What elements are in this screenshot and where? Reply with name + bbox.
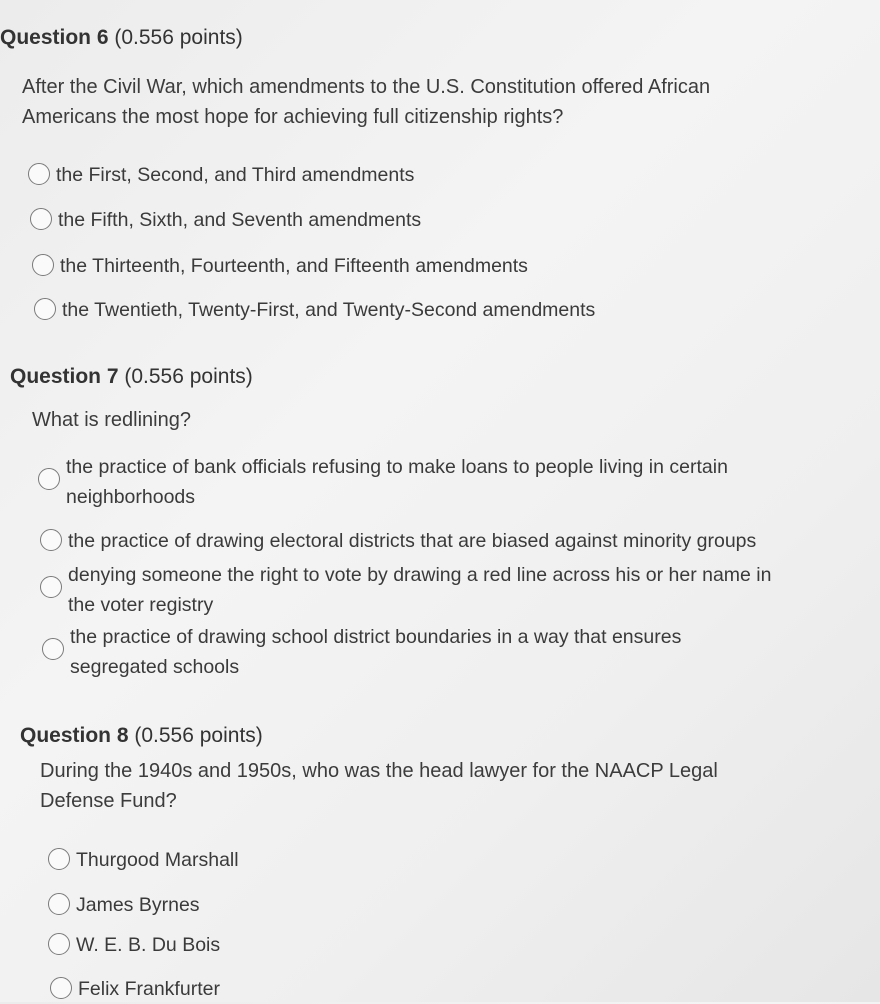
question-7-prompt: What is redlining? bbox=[32, 409, 191, 431]
option-label: the Fifth, Sixth, and Seventh amendments bbox=[58, 209, 422, 231]
option-label: James Byrnes bbox=[76, 894, 200, 916]
question-8-option-4[interactable] bbox=[50, 974, 220, 1004]
option-label: Felix Frankfurter bbox=[78, 978, 220, 1000]
question-points: (0.556 points) bbox=[124, 365, 253, 388]
question-number: Question 6 bbox=[0, 26, 109, 49]
question-6-option-2[interactable] bbox=[30, 205, 421, 235]
option-label: the practice of drawing electoral districts that are biased against minority groups bbox=[68, 530, 757, 552]
question-7-header bbox=[10, 365, 253, 389]
radio-button[interactable] bbox=[32, 254, 54, 276]
question-6-option-3[interactable] bbox=[32, 251, 528, 281]
option-label: Thurgood Marshall bbox=[76, 849, 239, 871]
radio-button[interactable] bbox=[28, 163, 50, 185]
option-label: W. E. B. Du Bois bbox=[76, 934, 221, 956]
question-6-prompt: After the Civil War, which amendments to the U.S. Constitution offered African Americans the most hope for achieving full citizenship rights? bbox=[22, 76, 711, 128]
option-label: the Twentieth, Twenty-First, and Twenty-Second amendments bbox=[62, 299, 596, 321]
question-8-header bbox=[20, 724, 263, 748]
radio-button[interactable] bbox=[30, 208, 52, 230]
radio-button[interactable] bbox=[48, 893, 70, 915]
radio-button[interactable] bbox=[34, 298, 56, 320]
question-6-option-4[interactable] bbox=[34, 295, 595, 325]
question-7-option-1[interactable] bbox=[38, 452, 798, 512]
question-6-option-1[interactable] bbox=[28, 160, 414, 190]
question-8-option-1[interactable] bbox=[48, 845, 239, 875]
question-points: (0.556 points) bbox=[134, 724, 263, 747]
question-points: (0.556 points) bbox=[114, 26, 243, 49]
option-label: denying someone the right to vote by drawing a red line across his or her name in the voter registry bbox=[68, 564, 772, 616]
option-label: the practice of drawing school district boundaries in a way that ensures segregated schools bbox=[70, 626, 682, 678]
question-8-option-3[interactable] bbox=[48, 930, 220, 960]
radio-button[interactable] bbox=[40, 576, 62, 598]
question-7-option-4[interactable] bbox=[42, 622, 742, 682]
radio-button[interactable] bbox=[50, 977, 72, 999]
question-number: Question 8 bbox=[20, 724, 129, 747]
option-label: the practice of bank officials refusing to make loans to people living in certain neighborhoods bbox=[66, 456, 728, 508]
question-7-option-3[interactable] bbox=[40, 560, 800, 620]
radio-button[interactable] bbox=[40, 529, 62, 551]
radio-button[interactable] bbox=[48, 848, 70, 870]
question-8-option-2[interactable] bbox=[48, 890, 200, 920]
question-7-option-2[interactable] bbox=[40, 526, 756, 556]
radio-button[interactable] bbox=[38, 468, 60, 490]
radio-button[interactable] bbox=[48, 933, 70, 955]
question-8-prompt: During the 1940s and 1950s, who was the head lawyer for the NAACP Legal Defense Fund? bbox=[40, 760, 718, 812]
option-label: the Thirteenth, Fourteenth, and Fifteenth amendments bbox=[60, 255, 528, 277]
question-number: Question 7 bbox=[10, 365, 119, 388]
radio-button[interactable] bbox=[42, 638, 64, 660]
question-6-header bbox=[0, 26, 243, 50]
option-label: the First, Second, and Third amendments bbox=[56, 164, 415, 186]
